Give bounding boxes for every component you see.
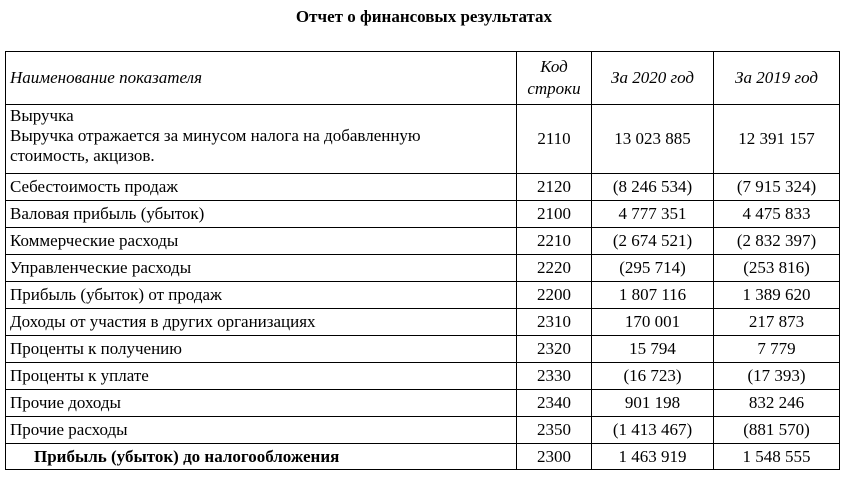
row-name — [6, 105, 517, 174]
row-value-2019: 832 246 — [714, 390, 840, 417]
row-name: Доходы от участия в других организациях — [6, 309, 517, 336]
row-name: Коммерческие расходы — [6, 228, 517, 255]
row-value-2020: (1 413 467) — [592, 417, 714, 444]
row-code: 2100 — [517, 201, 592, 228]
total-row-value-2019: 1 548 555 — [714, 444, 840, 470]
table-row — [6, 309, 840, 336]
row-name: Валовая прибыль (убыток) — [6, 201, 517, 228]
header-year-2019: За 2019 год — [714, 52, 840, 105]
row-value-2020: (2 674 521) — [592, 228, 714, 255]
total-row-code: 2300 — [517, 444, 592, 470]
row-value-2020: 901 198 — [592, 390, 714, 417]
row-code: 2310 — [517, 309, 592, 336]
table-row-total — [6, 444, 840, 470]
revenue-name-line3: стоимость, акцизов. — [10, 146, 155, 165]
table-row — [6, 417, 840, 444]
header-year-2020: За 2020 год — [592, 52, 714, 105]
table-header-row — [6, 52, 840, 105]
header-code-line2: строки — [527, 79, 581, 98]
row-name: Проценты к уплате — [6, 363, 517, 390]
row-value-2019: (881 570) — [714, 417, 840, 444]
total-row-name: Прибыль (убыток) до налогообложения — [6, 444, 517, 470]
row-name: Проценты к получению — [6, 336, 517, 363]
table-row — [6, 363, 840, 390]
row-value-2019: (17 393) — [714, 363, 840, 390]
row-value-2019: 1 389 620 — [714, 282, 840, 309]
header-code-line1: Код — [540, 57, 568, 76]
row-value-2019: 4 475 833 — [714, 201, 840, 228]
revenue-name-line1: Выручка — [10, 106, 74, 125]
row-name: Прочие расходы — [6, 417, 517, 444]
row-value-2020: 170 001 — [592, 309, 714, 336]
row-code: 2320 — [517, 336, 592, 363]
table-row — [6, 174, 840, 201]
row-name: Управленческие расходы — [6, 255, 517, 282]
row-value-2019: 217 873 — [714, 309, 840, 336]
row-value-2020: (295 714) — [592, 255, 714, 282]
header-indicator-name: Наименование показателя — [6, 52, 517, 105]
table-row-revenue — [6, 105, 840, 174]
row-value-2020: 13 023 885 — [592, 105, 714, 174]
row-code: 2210 — [517, 228, 592, 255]
financial-results-table — [5, 51, 840, 470]
row-code: 2350 — [517, 417, 592, 444]
row-value-2019: (253 816) — [714, 255, 840, 282]
table-row — [6, 336, 840, 363]
table-row — [6, 228, 840, 255]
row-code: 2120 — [517, 174, 592, 201]
row-value-2019: (2 832 397) — [714, 228, 840, 255]
row-value-2020: (16 723) — [592, 363, 714, 390]
row-code: 2330 — [517, 363, 592, 390]
row-code: 2200 — [517, 282, 592, 309]
table-row — [6, 255, 840, 282]
row-value-2019: 7 779 — [714, 336, 840, 363]
row-name: Себестоимость продаж — [6, 174, 517, 201]
row-value-2020: 15 794 — [592, 336, 714, 363]
table-row — [6, 201, 840, 228]
table-row — [6, 282, 840, 309]
row-code: 2220 — [517, 255, 592, 282]
row-value-2019: (7 915 324) — [714, 174, 840, 201]
row-value-2020: (8 246 534) — [592, 174, 714, 201]
report-title: Отчет о финансовых результатах — [295, 7, 553, 26]
row-name: Прочие доходы — [6, 390, 517, 417]
table-row — [6, 390, 840, 417]
row-name: Прибыль (убыток) от продаж — [6, 282, 517, 309]
row-code: 2110 — [517, 105, 592, 174]
row-code: 2340 — [517, 390, 592, 417]
row-value-2019: 12 391 157 — [714, 105, 840, 174]
row-value-2020: 1 807 116 — [592, 282, 714, 309]
row-value-2020: 4 777 351 — [592, 201, 714, 228]
header-line-code — [517, 52, 592, 105]
revenue-name-line2: Выручка отражается за минусом налога на добавленную — [10, 126, 421, 145]
total-row-value-2020: 1 463 919 — [592, 444, 714, 470]
